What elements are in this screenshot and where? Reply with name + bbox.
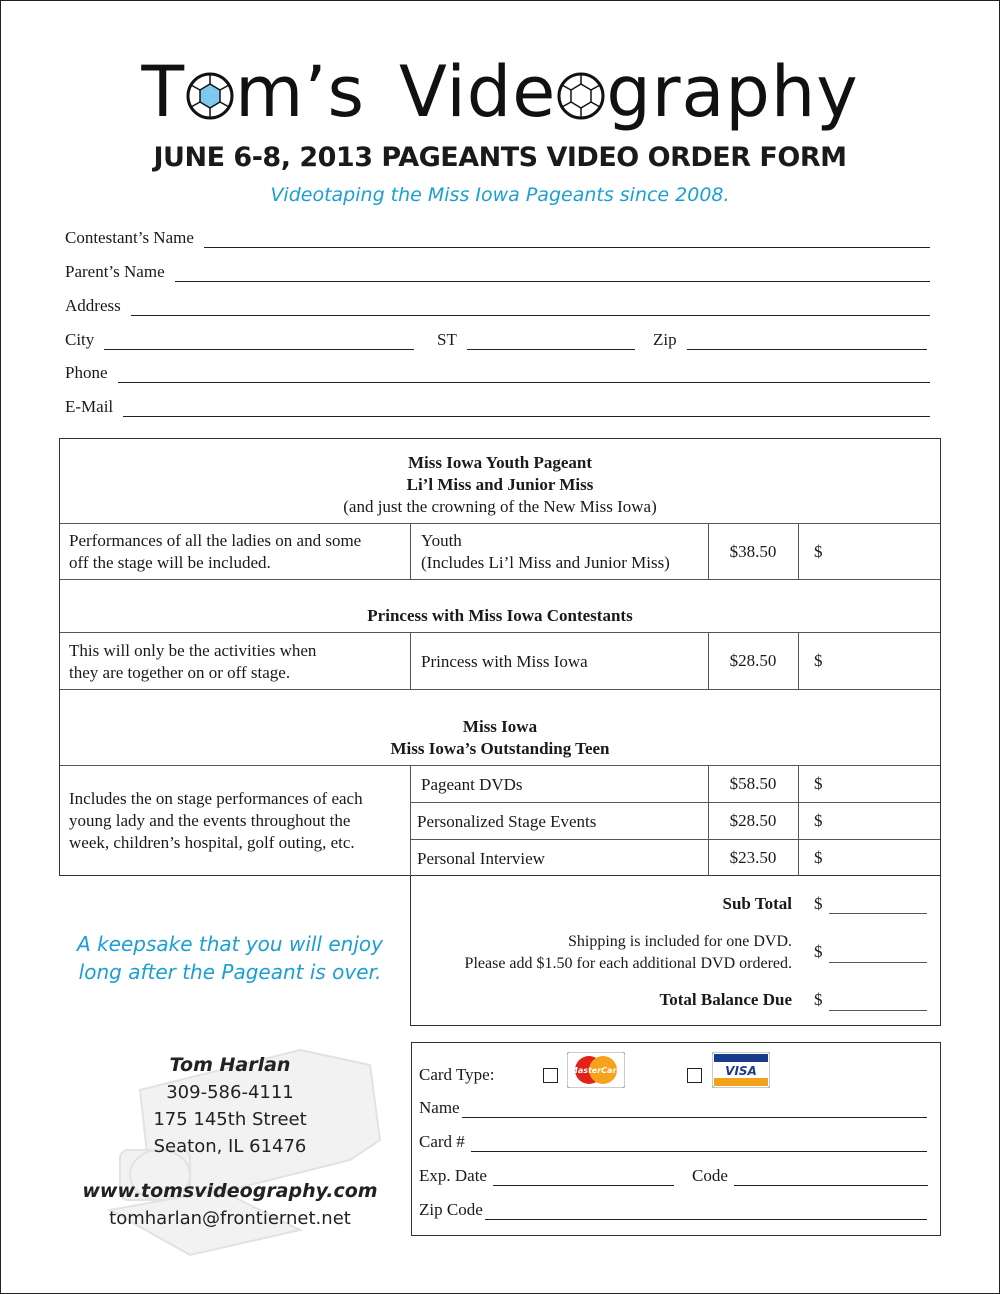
tagline: Videotaping the Miss Iowa Pageants since 2008. [270, 184, 730, 206]
zip-code-label: Zip Code [419, 1200, 483, 1219]
youth-section-title [60, 452, 940, 518]
interview-price: $23.50 [729, 848, 777, 867]
stage-events-item: Personalized Stage Events [417, 812, 597, 831]
card-name-label: Name [419, 1098, 460, 1117]
pageant-dvds-amount[interactable]: $ [814, 774, 823, 793]
total-line[interactable] [829, 1010, 927, 1011]
parent-name-field[interactable] [65, 262, 930, 282]
brand-seg-4: graphy [606, 51, 859, 133]
card-type-label [419, 1065, 496, 1085]
pageant-dvds-price: $58.50 [729, 774, 777, 793]
brand-logo [0, 52, 1000, 132]
mastercard-logo [567, 1052, 625, 1088]
aperture-icon [557, 72, 605, 120]
aperture-icon [186, 72, 234, 120]
phone-label: Phone [65, 363, 108, 382]
mastercard-text: MasterCard [569, 1066, 623, 1075]
card-number-line[interactable] [471, 1138, 927, 1152]
brand-seg-2: m’s [235, 51, 366, 133]
miss-iowa-title-2: Miss Iowa’s Outstanding Teen [390, 739, 610, 758]
exp-date-line[interactable] [493, 1172, 674, 1186]
contestant-name-line[interactable] [204, 234, 930, 248]
total-label: Total Balance Due [659, 990, 792, 1009]
princess-desc-line-2: they are together on or off stage. [69, 663, 291, 682]
princess-price: $28.50 [729, 651, 777, 670]
youth-desc-line-1: Performances of all the ladies on and some [69, 531, 362, 550]
youth-title-3: (and just the crowning of the New Miss Iowa) [343, 497, 657, 516]
contact-info [60, 1052, 400, 1232]
youth-description [69, 530, 361, 574]
zip-label: Zip [653, 330, 677, 349]
visa-text: VISA [725, 1064, 757, 1078]
state-field[interactable] [437, 330, 635, 350]
shipping-line[interactable] [829, 962, 927, 963]
address-line[interactable] [131, 302, 930, 316]
card-name-field[interactable] [419, 1098, 927, 1118]
brand-seg-1: T [141, 51, 186, 133]
email-field[interactable] [65, 397, 930, 417]
miss-iowa-desc-line-1: Includes the on stage performances of each [69, 789, 363, 808]
exp-date-field[interactable] [419, 1166, 674, 1186]
contact-name: Tom Harlan [169, 1054, 291, 1076]
code-label: Code [692, 1166, 728, 1185]
code-field[interactable] [692, 1166, 928, 1186]
parent-name-label: Parent’s Name [65, 262, 165, 281]
miss-iowa-description [69, 788, 363, 854]
zip-code-line[interactable] [485, 1206, 927, 1220]
shipping-dollar: $ [814, 942, 823, 961]
parent-name-line[interactable] [175, 268, 930, 282]
city-field[interactable] [65, 330, 414, 350]
state-line[interactable] [467, 336, 635, 350]
youth-item [421, 530, 670, 574]
contestant-name-field[interactable] [65, 228, 930, 248]
address-label: Address [65, 296, 121, 315]
interview-amount[interactable]: $ [814, 848, 823, 867]
total-dollar: $ [814, 990, 823, 1009]
payment-card-box [411, 1042, 941, 1236]
contact-phone: 309-586-4111 [166, 1082, 294, 1103]
contact-city: Seaton, IL 61476 [153, 1136, 307, 1157]
youth-price: $38.50 [729, 542, 777, 561]
totals-box [410, 876, 941, 1026]
visa-checkbox[interactable] [687, 1068, 702, 1083]
princess-item: Princess with Miss Iowa [421, 652, 588, 671]
card-type-text: Card Type: [419, 1065, 495, 1084]
subtotal-label: Sub Total [722, 894, 792, 913]
youth-title-1: Miss Iowa Youth Pageant [407, 453, 593, 472]
contact-street: 175 145th Street [153, 1109, 307, 1130]
stage-events-price: $28.50 [729, 811, 777, 830]
stage-events-amount[interactable]: $ [814, 811, 823, 830]
email-label: E-Mail [65, 397, 114, 416]
contestant-name-label: Contestant’s Name [65, 228, 194, 247]
card-name-line[interactable] [462, 1104, 927, 1118]
miss-iowa-desc-line-2: young lady and the events throughout the [69, 811, 351, 830]
youth-desc-line-2: off the stage will be included. [69, 553, 271, 572]
address-field[interactable] [65, 296, 930, 316]
interview-item: Personal Interview [417, 849, 545, 868]
princess-desc-line-1: This will only be the activities when [69, 641, 317, 660]
youth-item-line-2: (Includes Li’l Miss and Junior Miss) [421, 553, 670, 572]
shipping-line-1: Shipping is included for one DVD. [568, 933, 792, 950]
miss-iowa-title-1: Miss Iowa [462, 717, 538, 736]
city-label: City [65, 330, 95, 349]
phone-field[interactable] [65, 363, 930, 383]
card-number-label: Card # [419, 1132, 465, 1151]
form-title: JUNE 6-8, 2013 PAGEANTS VIDEO ORDER FORM [153, 142, 847, 173]
contact-website[interactable]: www.tomsvideography.com [82, 1180, 378, 1202]
zip-line[interactable] [687, 336, 927, 350]
shipping-line-2: Please add $1.50 for each additional DVD ordered. [464, 955, 792, 972]
keepsake-line-1: A keepsake that you will enjoy [77, 932, 383, 956]
order-table [59, 438, 941, 876]
keepsake-text [60, 930, 400, 986]
princess-amount[interactable]: $ [814, 651, 823, 670]
pageant-dvds-item: Pageant DVDs [421, 775, 523, 794]
youth-amount[interactable]: $ [814, 542, 823, 561]
email-line[interactable] [123, 403, 930, 417]
youth-title-2: Li’l Miss and Junior Miss [406, 475, 594, 494]
subtotal-line[interactable] [829, 913, 927, 914]
shipping-note [465, 931, 792, 975]
princess-description [69, 640, 316, 684]
contact-email[interactable]: tomharlan@frontiernet.net [109, 1208, 351, 1229]
zip-field[interactable] [653, 330, 927, 350]
miss-iowa-desc-line-3: week, children’s hospital, golf outing, etc. [69, 833, 355, 852]
princess-section-title [60, 605, 940, 627]
card-number-field[interactable] [419, 1132, 927, 1152]
visa-logo [712, 1052, 770, 1088]
phone-line[interactable] [118, 369, 931, 383]
subtotal-dollar: $ [814, 894, 823, 913]
youth-item-line-1: Youth [421, 531, 462, 550]
mastercard-checkbox[interactable] [543, 1068, 558, 1083]
brand-seg-3: Vide [399, 51, 557, 133]
miss-iowa-section-title [60, 716, 940, 760]
code-line[interactable] [734, 1172, 928, 1186]
princess-title: Princess with Miss Iowa Contestants [367, 606, 633, 625]
zip-code-field[interactable] [419, 1200, 927, 1220]
city-line[interactable] [104, 336, 414, 350]
state-label: ST [437, 330, 457, 349]
keepsake-line-2: long after the Pageant is over. [78, 960, 382, 984]
exp-date-label: Exp. Date [419, 1166, 487, 1185]
